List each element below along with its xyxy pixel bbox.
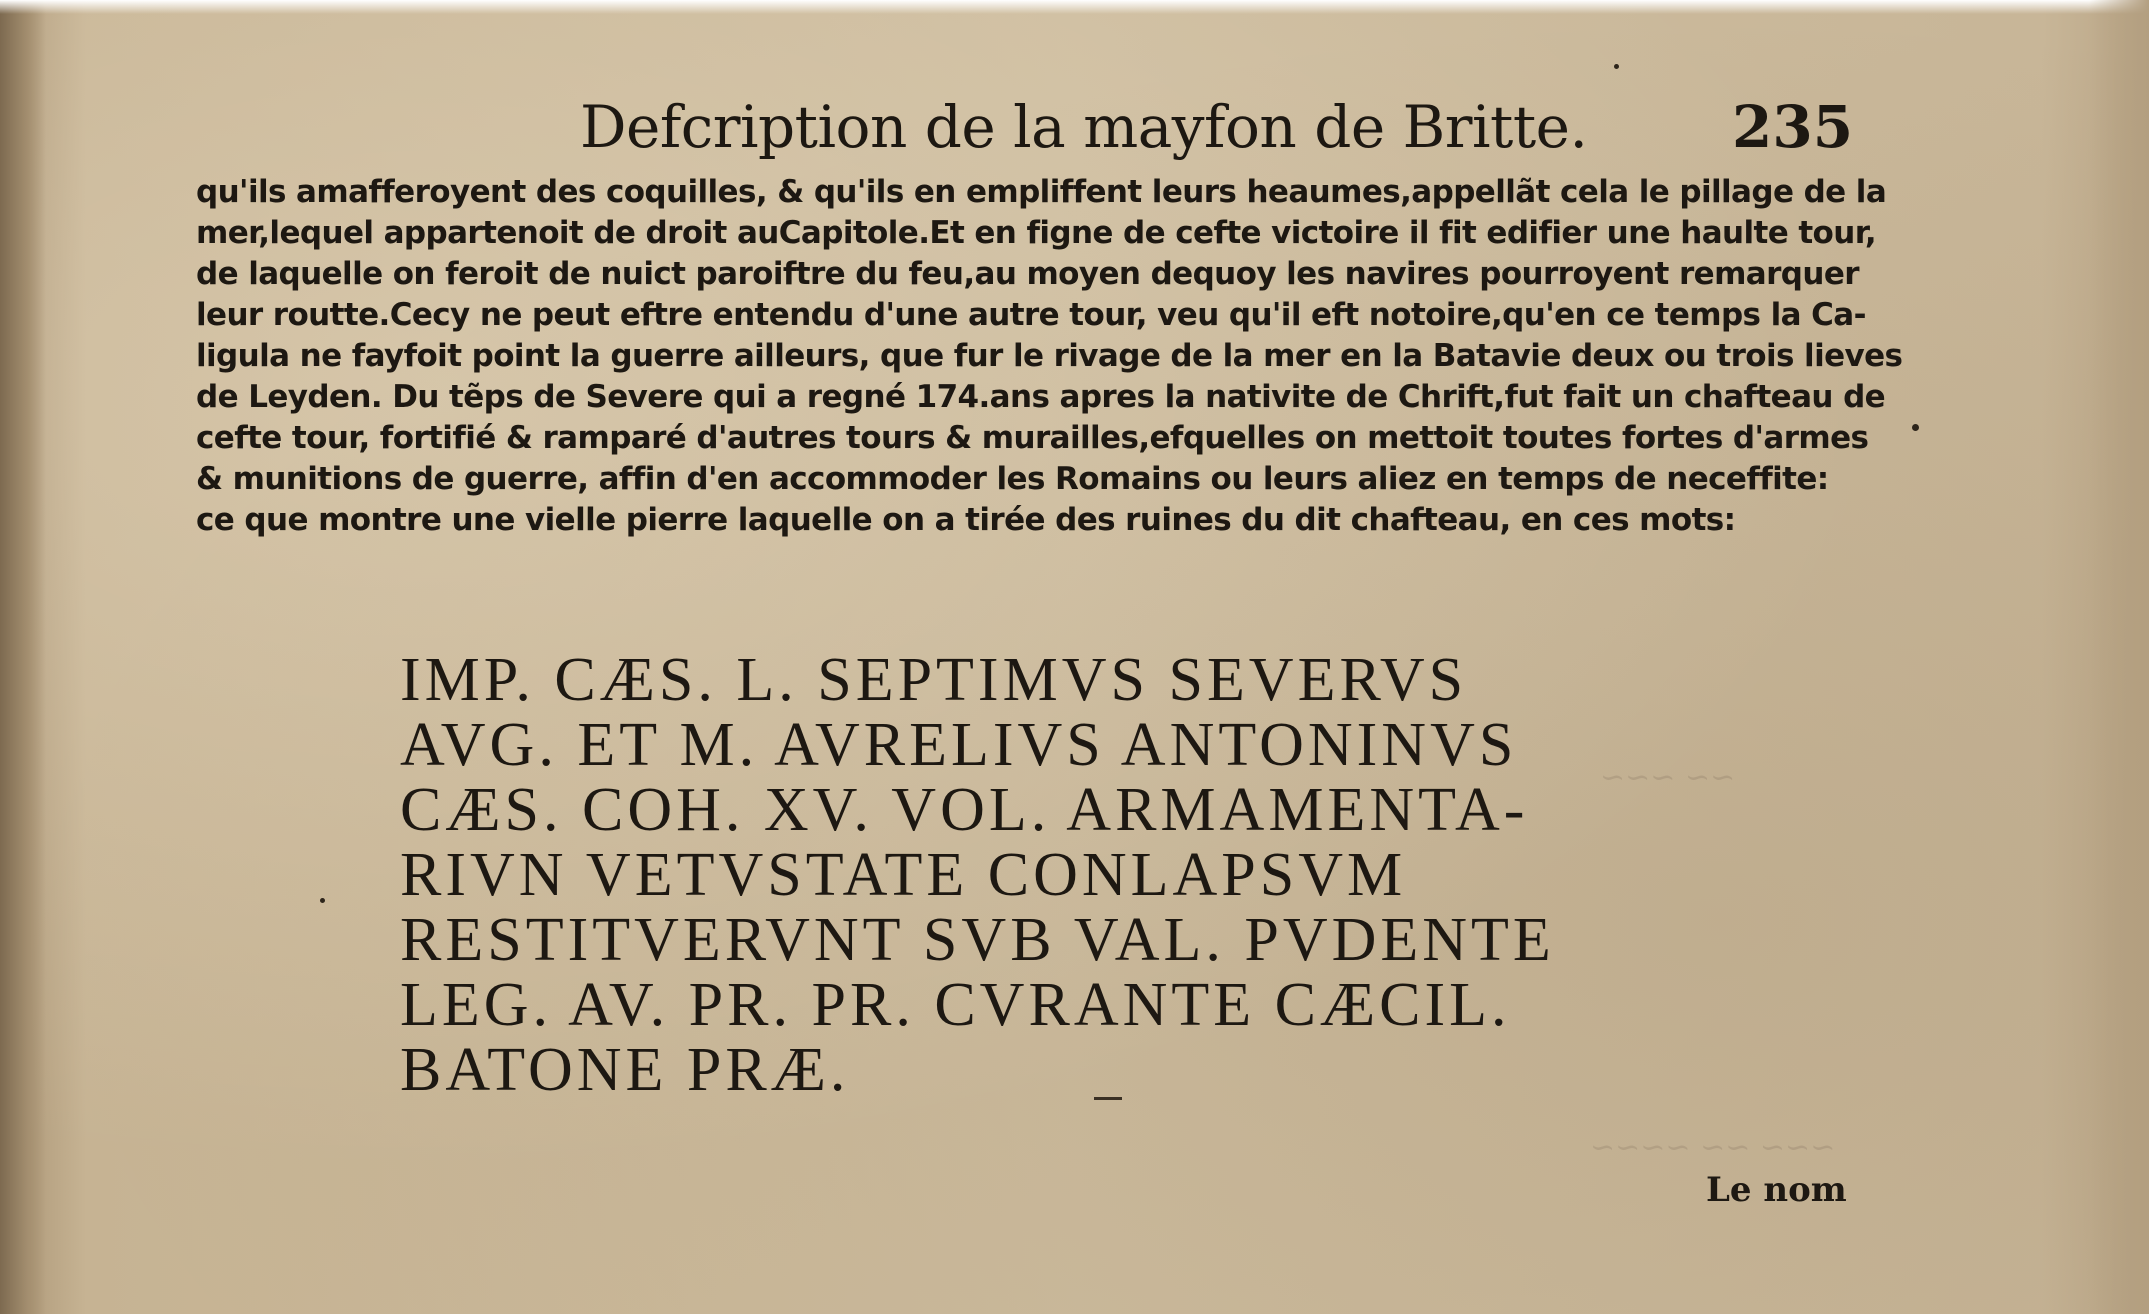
body-line: qu'ils amafferoyent des coquilles, & qu'ils en empliffent leurs heaumes,appellãt cela le pillage de la <box>196 174 1887 210</box>
body-line: & munitions de guerre, affin d'en accommoder les Romains ou leurs aliez en temps de neceffite: <box>196 461 1829 497</box>
inscription-line: RIVN VETVSTATE CONLAPSVM <box>400 841 1407 909</box>
inscription-line: IMP. CÆS. L. SEPTIMVS SEVERVS <box>400 646 1468 714</box>
body-line: de laquelle on feroit de nuict paroiftre du feu,au moyen dequoy les navires pourroyent remarquer <box>196 256 1859 292</box>
body-line: ce que montre une vielle pierre laquelle on a tirée des ruines du dit chafteau, en ces mots: <box>196 502 1736 538</box>
page-number: 235 <box>1732 93 1854 161</box>
inscription-line: LEG. AV. PR. PR. CVRANTE CÆCIL. <box>400 971 1511 1039</box>
ink-speck <box>1614 64 1619 69</box>
stray-mark <box>1094 1097 1122 1100</box>
running-header-title: Defcription de la mayfon de Britte. <box>580 93 1588 161</box>
body-line: mer,lequel appartenoit de droit auCapitole.Et en figne de cefte victoire il fit edifier une haulte tour, <box>196 215 1877 251</box>
page-top-edge <box>0 0 2149 14</box>
inscription-line: AVG. ET M. AVRELIVS ANTONINVS <box>400 711 1518 779</box>
inscription-line: RESTITVERVNT SVB VAL. PVDENTE <box>400 906 1555 974</box>
page-right-edge <box>2089 0 2149 1314</box>
body-line: ligula ne fayfoit point la guerre ailleurs, que fur le rivage de la mer en la Batavie deux ou trois lieves <box>196 338 1903 374</box>
body-paragraph <box>196 172 1903 541</box>
roman-inscription <box>400 648 1555 1103</box>
page-gutter-shadow <box>0 0 46 1314</box>
ink-speck <box>320 898 325 903</box>
ink-speck <box>1912 424 1919 431</box>
show-through-text: ~~ ~~~ <box>1600 760 1736 795</box>
body-line: cefte tour, fortifié & ramparé d'autres tours & murailles,efquelles on mettoit toutes fortes d'armes <box>196 420 1869 456</box>
body-line: leur routte.Cecy ne peut eftre entendu d'une autre tour, veu qu'il eft notoire,qu'en ce temps la Ca- <box>196 297 1866 333</box>
body-line: de Leyden. Du tẽps de Severe qui a regné 174.ans apres la nativite de Chrift,fut fait un chafteau de <box>196 379 1886 415</box>
show-through-text: ~~~ ~~ ~~~~ <box>1590 1130 1836 1165</box>
inscription-line: BATONE PRÆ. <box>400 1036 850 1104</box>
catchword: Le nom <box>1706 1170 1847 1210</box>
inscription-line: CÆS. COH. XV. VOL. ARMAMENTA- <box>400 776 1529 844</box>
